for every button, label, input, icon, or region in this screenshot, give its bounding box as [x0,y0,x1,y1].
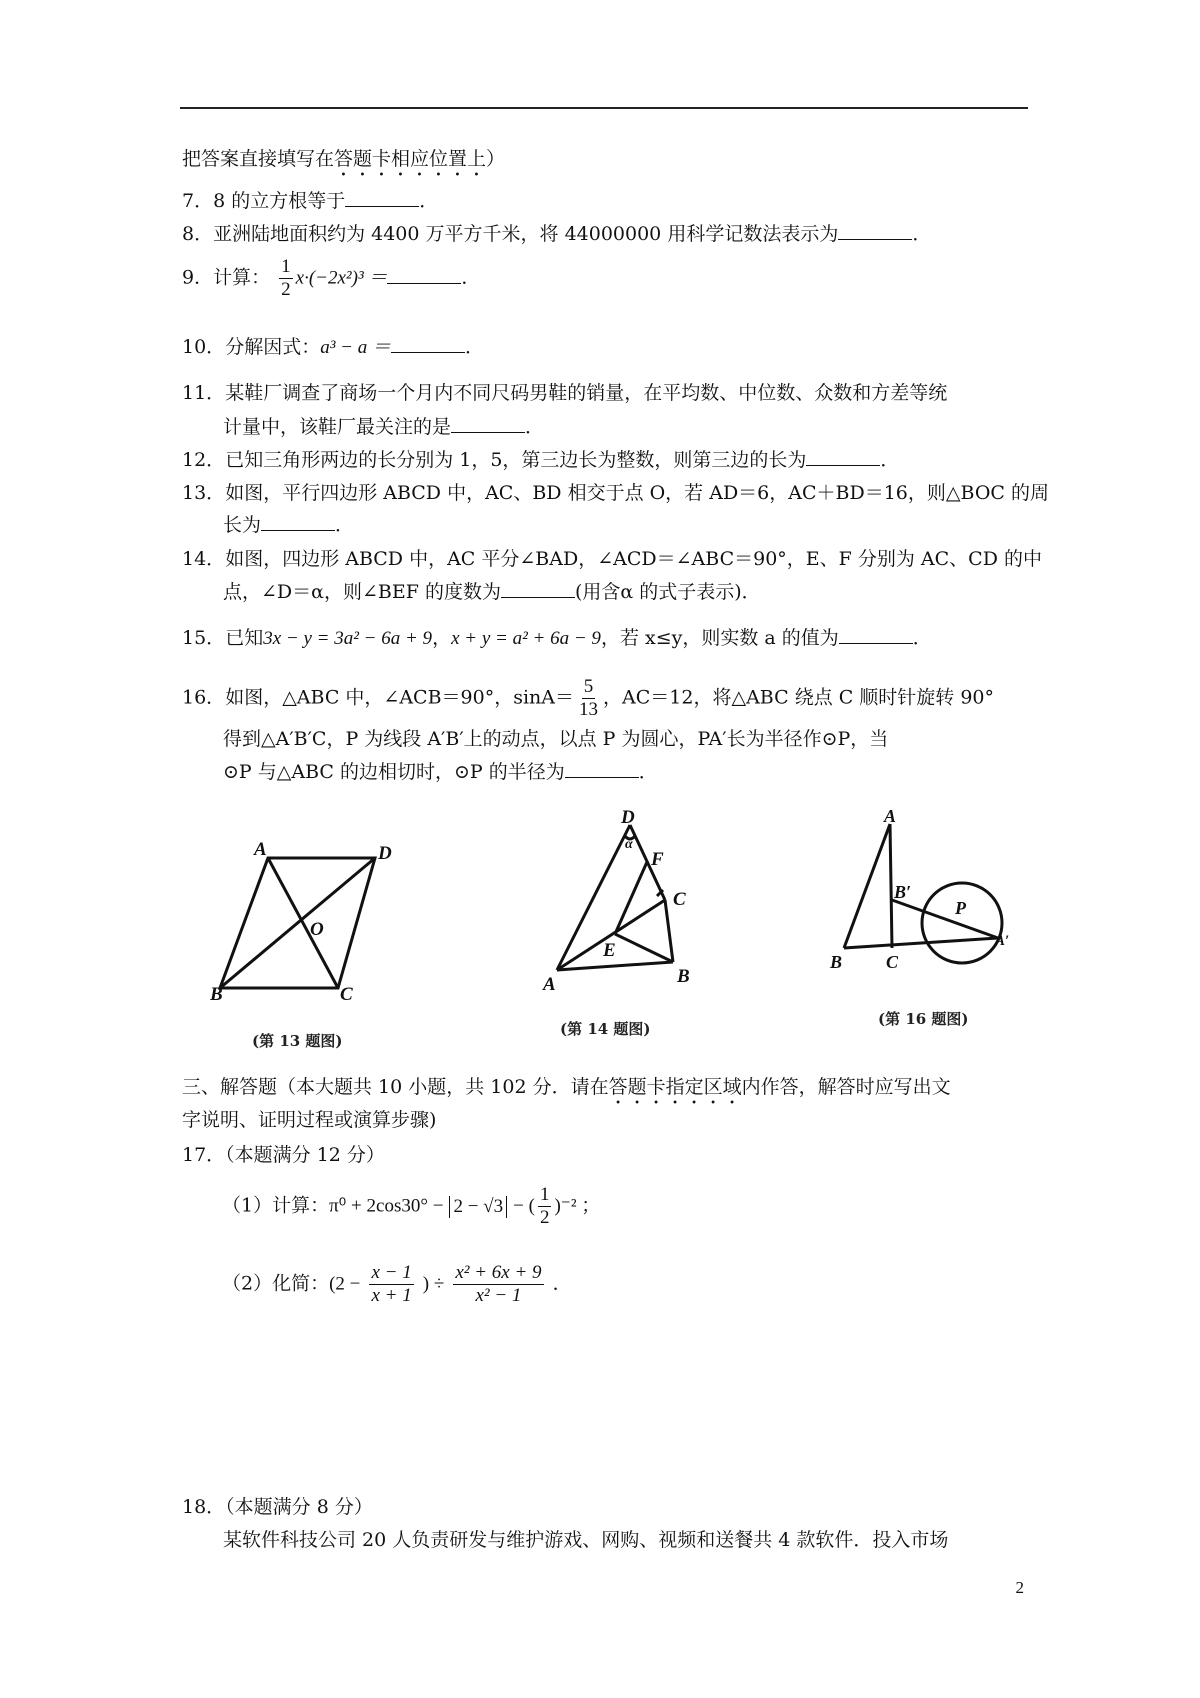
figure-13-caption: (第 13 题图) [252,1032,343,1050]
figure-14-quadrilateral [535,810,705,995]
question-9: 9．计算： $\frac{1}{2}$ x·(−2x²)³ ＝ ． [182,256,481,300]
fig13-label-O: O [310,919,324,940]
header-rule [180,107,1028,109]
question-16-line1: 16．如图，△ABC 中，∠ACB＝90°，sinA＝ $\frac{5}{13}$ ，AC＝12，将△ABC 绕点 C 顺时针旋转 90° [182,676,995,720]
figure-14-caption: (第 14 题图) [560,1020,651,1038]
fig14-label-D: D [621,810,635,828]
question-12: 12．已知三角形两边的长分别为 1，5，第三边长为整数，则第三边的长为 ． [182,449,900,471]
question-18-title: 18．（本题满分 8 分） [182,1496,373,1518]
fig14-label-F: F [651,849,664,870]
question-7: 7．8 的立方根等于 ． [182,190,439,212]
question-14-line1: 14．如图，四边形 ABCD 中，AC 平分∠BAD，∠ACD＝∠ABC＝90°，E、F 分别为 AC、CD 的中 [182,548,1042,570]
question-8: 8．亚洲陆地面积约为 4400 万平方千米，将 44000000 用科学记数法表示为 ． [182,223,932,245]
fig13-label-B: B [210,984,223,1000]
intro-line: 把答案直接填写在答题卡相应位置上） [182,148,506,170]
fig16-label-B: B [830,952,843,972]
fig14-label-B: B [677,966,690,987]
question-17-title: 17．（本题满分 12 分） [182,1144,385,1166]
section-3-line1: 三、解答题（本大题共 10 小题，共 102 分．请在答题卡指定区域内作答，解答时应写出文 [182,1076,951,1098]
fig16-label-P: P [955,898,966,918]
question-11-line1: 11．某鞋厂调查了商场一个月内不同尺码男鞋的销量，在平均数、中位数、众数和方差等统 [182,382,948,404]
question-17-part1: （1）计算：π⁰ + 2cos30° − 2 − √3 − ( $\frac{1}{2}$ )⁻² ； [222,1184,601,1228]
fig16-label-C: C [886,952,899,972]
fig16-label-A-prime: A′ [995,933,1010,949]
fig16-label-A: A [884,808,897,826]
fig13-label-A: A [254,840,267,860]
figure-13-parallelogram [210,840,420,1000]
question-13-line1: 13．如图，平行四边形 ABCD 中，AC、BD 相交于点 O，若 AD＝6，AC＋BD＝16，则△BOC 的周 [182,482,1049,504]
fig13-label-D: D [378,843,392,864]
section-3-line2: 字说明、证明过程或演算步骤) [182,1109,437,1131]
fig14-label-C: C [673,889,686,910]
fig14-label-E: E [603,940,616,961]
question-13-line2: 长为 ． [223,514,355,536]
question-14-line2: 点，∠D＝α，则∠BEF 的度数为 (用含α 的式子表示)． [223,581,761,603]
question-16-line3: ⊙P 与△ABC 的边相切时，⊙P 的半径为 ． [223,761,658,783]
question-10: 10．分解因式：a³ − a ＝ ． [182,336,484,358]
fig13-label-C: C [340,984,353,1000]
question-11-line2: 计量中，该鞋厂最关注的是 ． [223,416,545,438]
fig16-label-B-prime: B′ [894,882,912,902]
figure-16-caption: (第 16 题图) [878,1010,969,1028]
figure-16-rotated-triangle [828,808,1013,978]
question-17-part2: （2）化简：(2 − $\frac{x - 1}{x + 1}$ ) ÷ $\frac{\text{x² + 6x + 9}}{\text{x² − 1}}$ ． [222,1262,572,1306]
fraction-one-half: $\frac{1}{2}$ [281,256,291,300]
question-15: 15．已知3x − y = 3a² − 6a + 9，x + y = a² + 6a − 9，若 x≤y，则实数 a 的值为 ． [182,627,932,649]
fig14-label-alpha: α [625,837,633,852]
fig14-label-A: A [543,974,556,995]
page-number: 2 [1015,1578,1024,1597]
fraction-five-thirteenths: $\frac{5}{13}$ [579,676,599,720]
question-16-line2: 得到△A′B′C，P 为线段 A′B′上的动点，以点 P 为圆心，PA′长为半径作⊙P，当 [223,728,889,750]
question-18-text: 某软件科技公司 20 人负责研发与维护游戏、网购、视频和送餐共 4 款软件．投入市场 [223,1529,949,1551]
